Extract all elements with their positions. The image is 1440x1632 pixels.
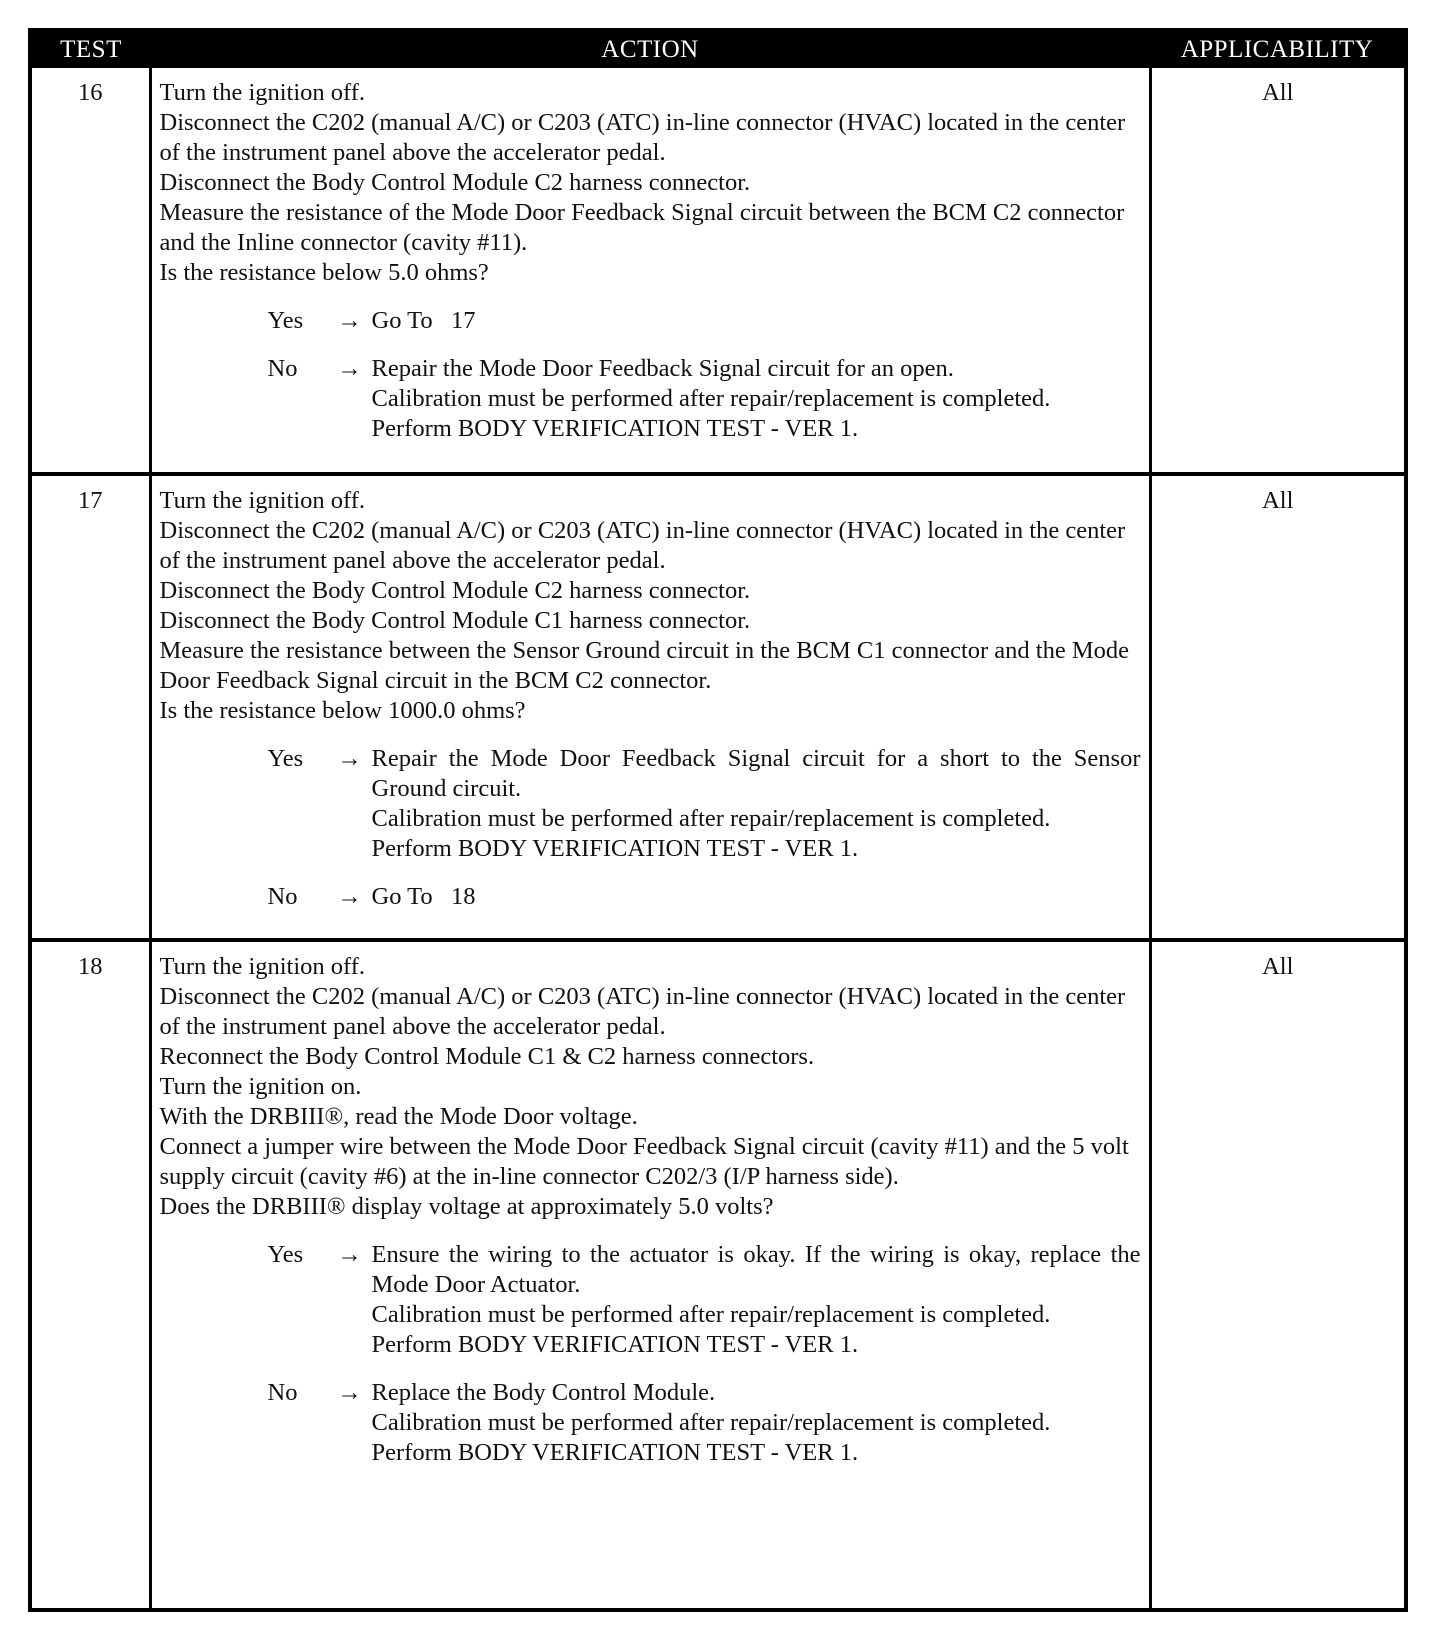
answer-label: Yes — [267, 307, 304, 334]
answer-text — [372, 882, 1141, 912]
action-cell — [150, 940, 1150, 1610]
header-action: ACTION — [150, 30, 1150, 68]
answer-label: Yes — [267, 745, 304, 772]
answer-yes — [160, 1240, 1141, 1360]
arrow-right-icon: → — [337, 307, 362, 334]
action-step: Does the DRBIII® display voltage at approximately 5.0 volts? — [159, 1193, 774, 1220]
action-step: Disconnect the Body Control Module C2 harness connector. — [159, 169, 751, 196]
answer-text — [372, 354, 1141, 444]
answer-label: No — [267, 883, 298, 910]
answer-line: Perform BODY VERIFICATION TEST - VER 1. — [371, 415, 859, 442]
action-cell — [150, 68, 1150, 474]
action-cell — [150, 474, 1150, 940]
action-step: Measure the resistance of the Mode Door Feedback Signal circuit between the BCM C2 connector and the Inline connector (cavity #11). — [159, 199, 1125, 256]
action-step: Is the resistance below 5.0 ohms? — [159, 259, 489, 286]
answer-line: Go To 18 — [371, 883, 476, 910]
test-number: 18 — [30, 940, 150, 1610]
action-step: Disconnect the C202 (manual A/C) or C203 (ATC) in-line connector (HVAC) located in the center of the instrument panel above the accelerator pedal. — [159, 517, 1126, 574]
answer-line: Calibration must be performed after repair/replacement is completed. — [371, 385, 1051, 412]
answer-line: Perform BODY VERIFICATION TEST - VER 1. — [371, 1439, 859, 1466]
action-step: Disconnect the C202 (manual A/C) or C203 (ATC) in-line connector (HVAC) located in the center of the instrument panel above the accelerator pedal. — [159, 109, 1126, 166]
table-row-test-17 — [30, 474, 1406, 940]
answer-text — [372, 744, 1141, 864]
answer-text — [372, 1378, 1141, 1468]
answer-line: Perform BODY VERIFICATION TEST - VER 1. — [371, 1331, 859, 1358]
action-step: Is the resistance below 1000.0 ohms? — [159, 697, 526, 724]
answer-line: Repair the Mode Door Feedback Signal circuit for a short to the Sensor Ground circuit. — [371, 745, 1141, 802]
answer-label: No — [267, 355, 298, 382]
table-row-test-18 — [30, 940, 1406, 1610]
diagnostic-table — [28, 28, 1408, 1612]
answer-line: Perform BODY VERIFICATION TEST - VER 1. — [371, 835, 859, 862]
answer-line: Calibration must be performed after repair/replacement is completed. — [371, 805, 1051, 832]
table-row-test-16 — [30, 68, 1406, 474]
action-step: Disconnect the C202 (manual A/C) or C203 (ATC) in-line connector (HVAC) located in the center of the instrument panel above the accelerator pedal. — [159, 983, 1126, 1040]
answer-yes — [160, 306, 1141, 336]
answer-list — [160, 1240, 1141, 1468]
answer-text — [372, 1240, 1141, 1360]
arrow-right-icon: → — [337, 1379, 362, 1406]
action-step: With the DRBIII®, read the Mode Door voltage. — [159, 1103, 638, 1130]
answer-line: Repair the Mode Door Feedback Signal circuit for an open. — [371, 355, 954, 382]
answer-list — [160, 306, 1141, 444]
action-step: Turn the ignition off. — [159, 953, 366, 980]
applicability-value: All — [1150, 68, 1406, 474]
answer-list — [160, 744, 1141, 912]
answer-line: Calibration must be performed after repair/replacement is completed. — [371, 1301, 1051, 1328]
header-test: TEST — [30, 30, 150, 68]
answer-no — [160, 354, 1141, 444]
action-step: Measure the resistance between the Sensor Ground circuit in the BCM C1 connector and the Mode Door Feedback Signal circuit in the BCM C2 connector. — [159, 637, 1130, 694]
action-step: Turn the ignition on. — [159, 1073, 362, 1100]
answer-text — [372, 306, 1141, 336]
action-step: Disconnect the Body Control Module C1 harness connector. — [159, 607, 751, 634]
action-step: Turn the ignition off. — [159, 487, 366, 514]
test-number: 16 — [30, 68, 150, 474]
answer-label: No — [267, 1379, 298, 1406]
answer-no — [160, 882, 1141, 912]
answer-line: Go To 17 — [371, 307, 476, 334]
arrow-right-icon: → — [337, 745, 362, 772]
action-step: Reconnect the Body Control Module C1 & C2 harness connectors. — [159, 1043, 815, 1070]
answer-no — [160, 1378, 1141, 1468]
applicability-value: All — [1150, 940, 1406, 1610]
answer-line: Ensure the wiring to the actuator is okay. If the wiring is okay, replace the Mode Door Actuator. — [371, 1241, 1141, 1298]
answer-label: Yes — [267, 1241, 304, 1268]
arrow-right-icon: → — [337, 883, 362, 910]
arrow-right-icon: → — [337, 1241, 362, 1268]
answer-line: Calibration must be performed after repair/replacement is completed. — [371, 1409, 1051, 1436]
action-step: Turn the ignition off. — [159, 79, 366, 106]
arrow-right-icon: → — [337, 355, 362, 382]
header-applicability: APPLICABILITY — [1150, 30, 1406, 68]
diagnostic-page — [28, 28, 1404, 1612]
applicability-value: All — [1150, 474, 1406, 940]
action-step: Connect a jumper wire between the Mode Door Feedback Signal circuit (cavity #11) and the 5 volt supply circuit (cavity #6) at the in-line connector C202/3 (I/P harness side). — [159, 1133, 1129, 1190]
answer-line: Replace the Body Control Module. — [371, 1379, 716, 1406]
test-number: 17 — [30, 474, 150, 940]
header-row — [30, 30, 1406, 68]
answer-yes — [160, 744, 1141, 864]
action-step: Disconnect the Body Control Module C2 harness connector. — [159, 577, 751, 604]
